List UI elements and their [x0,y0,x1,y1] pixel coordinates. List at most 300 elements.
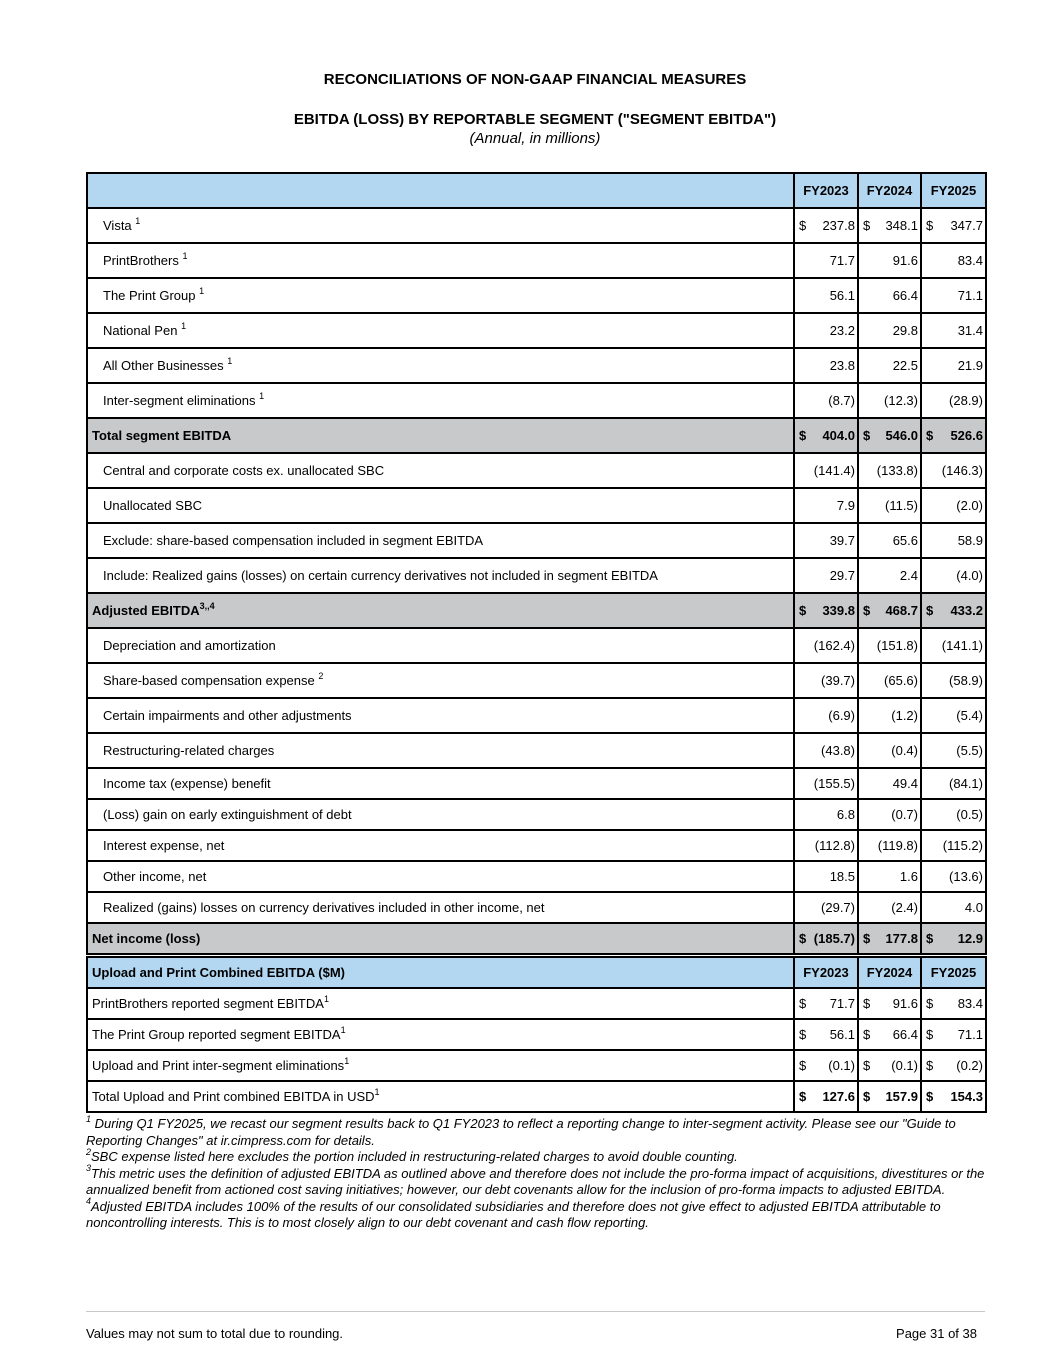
page-number: Page 31 of 38 [896,1326,977,1341]
value-cell [921,523,986,558]
value-cell [858,488,921,523]
value-text: 71.1 [957,1027,983,1042]
table-row [87,1050,986,1081]
value-cell [921,768,986,799]
row-label-text: Total Upload and Print combined EBITDA in USD [92,1089,375,1104]
footnote-text: Adjusted EBITDA includes 100% of the results of our consolidated subsidiaries and therefore does not give effect to adjusted EBITDA attributable to noncontrolling interests. This is to most closely align to our debt covenant and cash flow reporting. [86,1198,941,1230]
value-cell [858,988,921,1019]
value-cell [794,768,858,799]
value-cell [794,593,858,628]
row-label-text: Include: Realized gains (losses) on certain currency derivatives not included in segment EBITDA [103,568,658,583]
column-header: FY2025 [921,173,986,208]
value-cell [921,418,986,453]
value-text: 49.4 [892,776,918,791]
value-text: (84.1) [949,776,983,791]
row-label [87,488,794,523]
footnote-ref: 3,,4 [199,600,215,611]
value-text: 404.0 [822,428,855,443]
table-row [87,988,986,1019]
value-cell [794,558,858,593]
value-text: 66.4 [892,1027,918,1042]
row-label-text: The Print Group reported segment EBITDA [92,1027,341,1042]
row-label-text: Interest expense, net [103,838,225,853]
table-row [87,628,986,663]
row-label [87,768,794,799]
footnote [86,1146,986,1166]
segment-ebitda-table [86,172,987,955]
value-text: (0.4) [891,743,918,758]
value-text: 237.8 [822,218,855,233]
row-label-text: Adjusted EBITDA [92,603,200,618]
table-row [87,383,986,418]
footnote-ref: 1 [199,285,205,296]
value-cell [858,698,921,733]
value-text: 18.5 [829,869,855,884]
footnote [86,1196,986,1232]
value-text: (133.8) [876,463,918,478]
table-row [87,663,986,698]
table-row [87,243,986,278]
value-cell [794,348,858,383]
currency-symbol: $ [926,1027,934,1042]
value-cell [858,830,921,861]
value-cell [921,923,986,954]
value-text: 177.8 [885,931,918,946]
header-blank-cell [87,173,794,208]
currency-symbol: $ [863,603,871,618]
footer-divider [86,1311,985,1312]
value-cell [794,698,858,733]
value-text: (2.0) [956,498,983,513]
table-row [87,313,986,348]
value-cell [858,243,921,278]
value-text: (0.1) [891,1058,918,1073]
value-cell [794,988,858,1019]
value-text: 83.4 [957,996,983,1011]
row-label [87,830,794,861]
table-row [87,799,986,830]
value-text: (162.4) [813,638,855,653]
value-text: 526.6 [950,428,983,443]
value-cell [921,892,986,923]
footnote-ref: 2 [318,670,324,681]
value-text: (146.3) [941,463,983,478]
currency-symbol: $ [799,931,807,946]
currency-symbol: $ [799,996,807,1011]
row-label [87,313,794,348]
row-label-text: Share-based compensation expense [103,673,315,688]
row-label-text: Inter-segment eliminations [103,393,256,408]
currency-symbol: $ [799,1089,807,1104]
table-row [87,768,986,799]
footnote-number: 2 [86,1146,92,1157]
value-text: (185.7) [813,931,855,946]
table-title: Upload and Print Combined EBITDA ($M) [87,957,794,988]
currency-symbol: $ [926,218,934,233]
value-cell [794,488,858,523]
value-text: 91.6 [892,253,918,268]
footnote [86,1163,986,1199]
footnote-ref: 1 [182,250,188,261]
row-label [87,278,794,313]
value-cell [794,1019,858,1050]
value-cell [858,348,921,383]
row-label-text: Total segment EBITDA [92,428,232,443]
value-cell [794,892,858,923]
value-cell [921,830,986,861]
footnote-ref: 1 [374,1086,380,1097]
value-text: (65.6) [884,673,918,688]
footnote-ref: 1 [227,355,233,366]
currency-symbol: $ [926,603,934,618]
currency-symbol: $ [863,931,871,946]
row-label [87,988,794,1019]
row-label [87,453,794,488]
row-label-text: PrintBrothers [103,253,179,268]
row-label-text: Central and corporate costs ex. unallocated SBC [103,463,385,478]
table-row [87,861,986,892]
row-label-text: National Pen [103,323,178,338]
value-cell [858,593,921,628]
value-cell [794,830,858,861]
section-title: EBITDA (LOSS) BY REPORTABLE SEGMENT ("SEGMENT EBITDA") [293,111,777,128]
value-cell [921,278,986,313]
value-text: (115.2) [942,838,983,853]
footnote-ref: 1 [135,215,141,226]
value-text: 348.1 [885,218,918,233]
value-text: 546.0 [885,428,918,443]
value-cell [921,383,986,418]
footnote-text: SBC expense listed here excludes the portion included in restructuring-related charges to avoid double counting. [91,1149,738,1164]
footnote-ref: 1 [340,1024,346,1035]
value-text: 66.4 [892,288,918,303]
row-label-text: Income tax (expense) benefit [103,776,271,791]
value-text: (1.2) [891,708,918,723]
column-header: FY2024 [858,957,921,988]
value-cell [858,558,921,593]
value-cell [921,453,986,488]
table-row [87,488,986,523]
table-header-row [87,173,986,208]
value-cell [794,278,858,313]
value-text: 154.3 [950,1089,983,1104]
value-cell [921,1019,986,1050]
value-text: 29.8 [892,323,918,338]
value-cell [921,861,986,892]
table-row [87,453,986,488]
value-text: (141.4) [813,463,855,478]
value-text: 91.6 [892,996,918,1011]
value-cell [794,923,858,954]
value-cell [794,208,858,243]
upload-print-ebitda-table [86,956,987,1113]
row-label [87,923,794,954]
row-label [87,892,794,923]
column-header: FY2024 [858,173,921,208]
total-row [87,593,986,628]
value-cell [794,1081,858,1112]
value-text: 433.2 [950,603,983,618]
footnotes [86,1113,986,1232]
value-text: 21.9 [957,358,983,373]
value-text: 468.7 [885,603,918,618]
value-cell [921,698,986,733]
footnote-ref: 1 [344,1055,350,1066]
value-cell [794,861,858,892]
value-text: (29.7) [821,900,855,915]
value-cell [921,313,986,348]
value-cell [858,663,921,698]
table-header-row [87,957,986,988]
row-label-text: Certain impairments and other adjustments [103,708,352,723]
value-text: (0.5) [956,807,983,822]
row-label-text: Unallocated SBC [103,498,202,513]
value-text: (141.1) [941,638,983,653]
footnote-ref: 1 [181,320,187,331]
total-row [87,418,986,453]
currency-symbol: $ [863,996,871,1011]
row-label-text: (Loss) gain on early extinguishment of debt [103,807,352,822]
footnote-number: 3 [86,1163,92,1174]
table-row [87,348,986,383]
value-cell [858,208,921,243]
currency-symbol: $ [863,1089,871,1104]
value-cell [921,488,986,523]
column-header: FY2023 [794,173,858,208]
value-text: 2.4 [899,568,918,583]
row-label [87,208,794,243]
table-row [87,1019,986,1050]
value-text: (43.8) [821,743,855,758]
row-label-text: Exclude: share-based compensation included in segment EBITDA [103,533,484,548]
value-cell [858,892,921,923]
row-label [87,348,794,383]
currency-symbol: $ [863,1027,871,1042]
currency-symbol: $ [926,996,934,1011]
row-label-text: Depreciation and amortization [103,638,276,653]
value-cell [858,1050,921,1081]
value-cell [858,923,921,954]
value-text: 65.6 [892,533,918,548]
value-text: (0.2) [956,1058,983,1073]
value-cell [794,799,858,830]
value-text: (5.4) [956,708,983,723]
table-row [87,733,986,768]
value-cell [794,383,858,418]
row-label [87,1050,794,1081]
table-row [87,830,986,861]
value-text: 7.9 [836,498,855,513]
footnote-ref: 1 [323,993,329,1004]
currency-symbol: $ [799,603,807,618]
value-cell [794,1050,858,1081]
row-label [87,243,794,278]
row-label [87,628,794,663]
value-text: 23.2 [829,323,855,338]
value-cell [921,208,986,243]
value-text: 12.9 [957,931,983,946]
value-text: (119.8) [877,838,918,853]
currency-symbol: $ [863,1058,871,1073]
value-text: (5.5) [956,743,983,758]
value-text: (58.9) [949,673,983,688]
value-cell [858,768,921,799]
row-label-text: Other income, net [103,869,207,884]
table-row [87,698,986,733]
row-label [87,663,794,698]
row-label [87,558,794,593]
value-cell [921,1050,986,1081]
footnote-number: 4 [86,1196,92,1207]
rounding-note: Values may not sum to total due to rounding. [86,1326,344,1341]
value-text: 4.0 [964,900,983,915]
value-text: (151.8) [876,638,918,653]
value-text: 6.8 [836,807,855,822]
value-text: 23.8 [829,358,855,373]
value-cell [794,733,858,768]
value-text: (39.7) [821,673,855,688]
row-label [87,383,794,418]
value-text: 56.1 [829,1027,855,1042]
row-label-text: All Other Businesses [103,358,224,373]
value-cell [858,799,921,830]
footnote-number: 1 [86,1113,92,1124]
value-cell [794,418,858,453]
value-text: 157.9 [885,1089,918,1104]
column-header: FY2025 [921,957,986,988]
row-label-text: Restructuring-related charges [103,743,275,758]
row-label [87,1081,794,1112]
row-label [87,523,794,558]
table-row [87,1081,986,1112]
column-header: FY2023 [794,957,858,988]
currency-symbol: $ [926,1058,934,1073]
row-label-text: Vista [103,218,132,233]
value-cell [794,453,858,488]
value-text: (0.7) [891,807,918,822]
currency-symbol: $ [799,428,807,443]
value-text: (11.5) [885,498,918,513]
currency-symbol: $ [799,218,807,233]
currency-symbol: $ [799,1027,807,1042]
row-label [87,799,794,830]
value-text: 347.7 [950,218,983,233]
value-cell [858,1019,921,1050]
value-cell [921,348,986,383]
value-text: 127.6 [822,1089,855,1104]
value-cell [858,278,921,313]
value-cell [921,1081,986,1112]
currency-symbol: $ [926,1089,934,1104]
value-text: 22.5 [892,358,918,373]
value-cell [794,243,858,278]
value-text: 71.1 [957,288,983,303]
table-row [87,892,986,923]
row-label [87,593,794,628]
footnote-text: During Q1 FY2025, we recast our segment results back to Q1 FY2023 to reflect a reporting change to inter-segment activity. Please see our "Guide to Reporting Changes" at ir.cimpress.com for details. [86,1116,956,1148]
value-cell [794,523,858,558]
value-text: (13.6) [949,869,983,884]
table-row [87,558,986,593]
value-text: (4.0) [956,568,983,583]
value-text: (112.8) [814,838,855,853]
currency-symbol: $ [799,1058,807,1073]
value-cell [921,663,986,698]
value-text: 58.9 [957,533,983,548]
value-cell [794,628,858,663]
table-row [87,278,986,313]
value-cell [921,733,986,768]
value-text: (155.5) [813,776,855,791]
value-text: (12.3) [884,393,918,408]
row-label-text: Realized (gains) losses on currency derivatives included in other income, net [103,900,545,915]
row-label-text: The Print Group [103,288,196,303]
row-label [87,861,794,892]
value-cell [858,1081,921,1112]
value-text: (28.9) [949,393,983,408]
value-cell [858,313,921,348]
value-cell [858,383,921,418]
value-text: (2.4) [891,900,918,915]
total-row [87,923,986,954]
row-label-text: Upload and Print inter-segment eliminations [92,1058,345,1073]
currency-symbol: $ [863,428,871,443]
currency-symbol: $ [926,931,934,946]
value-cell [921,799,986,830]
value-cell [858,733,921,768]
row-label [87,1019,794,1050]
value-text: (8.7) [828,393,855,408]
currency-symbol: $ [926,428,934,443]
value-text: 71.7 [829,996,855,1011]
table-row [87,208,986,243]
row-label-text: PrintBrothers reported segment EBITDA [92,996,324,1011]
value-text: 56.1 [829,288,855,303]
value-text: (6.9) [828,708,855,723]
value-text: 83.4 [957,253,983,268]
value-text: 39.7 [829,533,855,548]
table-row [87,523,986,558]
value-cell [921,593,986,628]
section-subtitle: (Annual, in millions) [469,130,601,147]
row-label [87,418,794,453]
row-label [87,698,794,733]
value-cell [921,988,986,1019]
value-text: 31.4 [957,323,983,338]
row-label [87,733,794,768]
page-title: RECONCILIATIONS OF NON-GAAP FINANCIAL MEASURES [323,71,747,88]
value-cell [794,663,858,698]
value-cell [921,628,986,663]
value-cell [858,523,921,558]
value-cell [858,453,921,488]
footnote [86,1113,986,1149]
value-cell [921,558,986,593]
value-text: (0.1) [828,1058,855,1073]
value-text: 339.8 [822,603,855,618]
row-label-text: Net income (loss) [92,931,201,946]
value-cell [921,243,986,278]
footnote-text: This metric uses the definition of adjusted EBITDA as outlined above and therefore does not include the pro-forma impact of acquisitions, divestitures or the annualized benefit from actioned cost saving initiatives; however, our debt covenants allow for the inclusion of pro-forma impacts to adjusted EBITDA. [86,1165,985,1197]
value-cell [794,313,858,348]
value-text: 29.7 [829,568,855,583]
value-cell [858,628,921,663]
footnote-ref: 1 [259,390,265,401]
value-cell [858,418,921,453]
value-text: 1.6 [899,869,918,884]
value-text: 71.7 [829,253,855,268]
currency-symbol: $ [863,218,871,233]
